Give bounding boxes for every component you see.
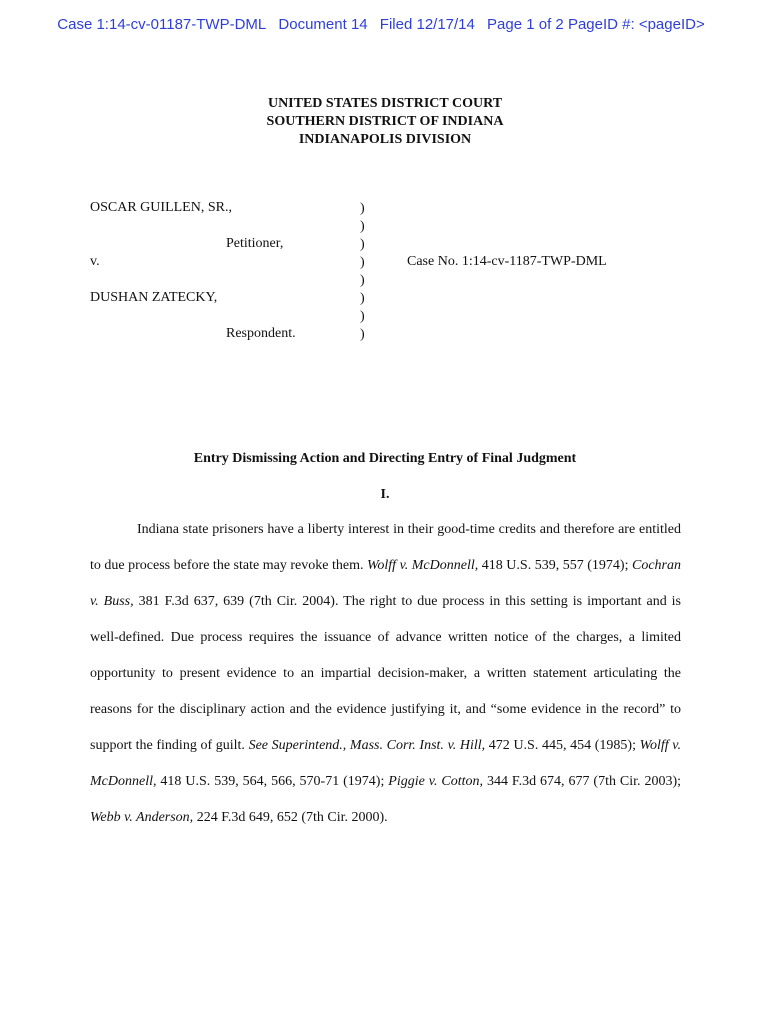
- paragraph-text: 418 U.S. 539, 557 (1974);: [478, 558, 632, 573]
- caption-paren: ): [360, 327, 365, 342]
- caption-paren: ): [360, 255, 365, 270]
- plaintiff-name: OSCAR GUILLEN, SR.,: [90, 200, 232, 215]
- case-citation: Cochran v. Buss,: [90, 558, 681, 609]
- filing-document-number: Document 14: [278, 16, 368, 33]
- defendant-role: Respondent.: [226, 326, 296, 341]
- case-caption: [0, 200, 770, 350]
- caption-paren: ): [360, 219, 365, 234]
- caption-paren: ): [360, 291, 365, 306]
- entry-title: Entry Dismissing Action and Directing Entry of Final Judgment: [193, 451, 577, 466]
- court-heading: [0, 95, 770, 149]
- paragraph-text: Indiana state prisoners have a liberty interest in their good-time credits and therefore are entitled to due process before the state may revoke them.: [90, 522, 681, 573]
- court-division: INDIANAPOLIS DIVISION: [298, 132, 472, 147]
- case-citation: Wolff v. McDonnell,: [90, 738, 681, 789]
- paragraph-text: 472 U.S. 445, 454 (1985);: [485, 738, 640, 753]
- court-name: UNITED STATES DISTRICT COURT: [267, 96, 503, 111]
- body-text: [90, 512, 681, 836]
- caption-paren: ): [360, 273, 365, 288]
- filing-page-info: Page 1 of 2 PageID #: <pageID>: [487, 16, 705, 33]
- caption-paren: ): [360, 237, 365, 252]
- caption-paren-column: [360, 200, 365, 344]
- filing-date: Filed 12/17/14: [379, 16, 475, 33]
- defendant-name: DUSHAN ZATECKY,: [90, 290, 218, 305]
- case-number: Case No. 1:14-cv-1187-TWP-DML: [407, 254, 607, 269]
- section-number: I.: [380, 487, 390, 502]
- case-citation: Webb v. Anderson,: [90, 810, 194, 825]
- versus-label: v.: [90, 254, 100, 269]
- case-citation: See Superintend., Mass. Corr. Inst. v. Hill,: [248, 738, 486, 753]
- paragraph-text: 418 U.S. 539, 564, 566, 570-71 (1974);: [156, 774, 389, 789]
- caption-paren: ): [360, 201, 365, 216]
- caption-paren: ): [360, 309, 365, 324]
- paragraph-text: 381 F.3d 637, 639 (7th Cir. 2004). The right to due process in this setting is important and is well-defined. Due process requires the issuance of advance written notice of the charges, a limited opportunity to present evidence to an impartial decision-maker, a written statement articulating the reasons for the disciplinary action and the evidence justifying it, and “some evidence in the record” to support the finding of guilt.: [90, 594, 682, 753]
- filing-case-number: Case 1:14-cv-01187-TWP-DML: [57, 16, 267, 33]
- body-paragraph: [90, 512, 681, 836]
- case-citation: Piggie v. Cotton,: [388, 774, 484, 789]
- case-citation: Wolff v. McDonnell,: [367, 558, 479, 573]
- filing-header: [0, 16, 770, 33]
- paragraph-text: 344 F.3d 674, 677 (7th Cir. 2003);: [483, 774, 682, 789]
- court-district: SOUTHERN DISTRICT OF INDIANA: [266, 114, 504, 129]
- paragraph-text: 224 F.3d 649, 652 (7th Cir. 2000).: [193, 810, 388, 825]
- plaintiff-role: Petitioner,: [226, 236, 284, 251]
